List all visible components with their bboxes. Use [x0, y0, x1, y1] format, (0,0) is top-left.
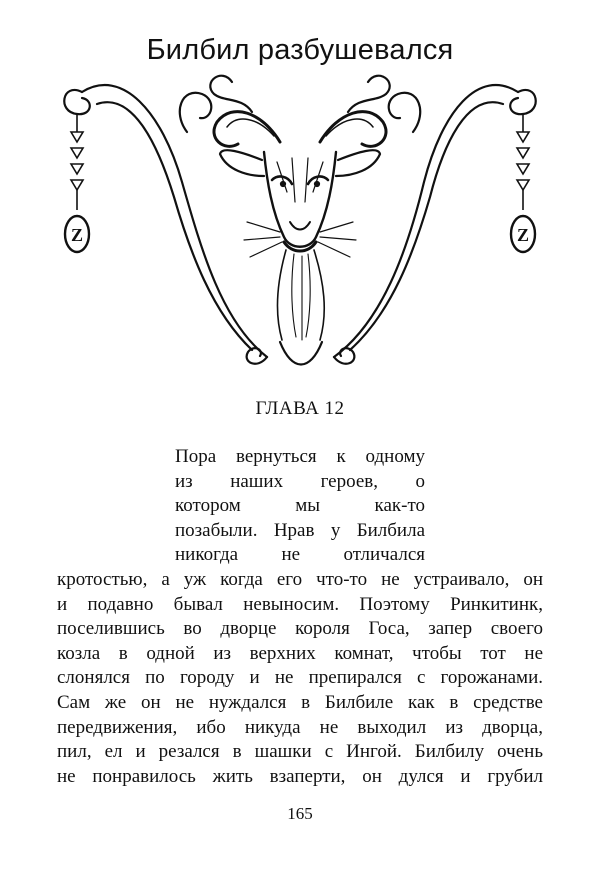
- bottom-middle-curl: [280, 342, 322, 365]
- right-medallion-letter: Z: [516, 225, 530, 245]
- goat-head: [214, 112, 386, 340]
- goat-head-letter-w-ornament-icon: [52, 72, 548, 372]
- left-arm-outer: [82, 85, 267, 357]
- center-top-right-loop: [348, 76, 390, 112]
- text-line: передвижения, ибо никуда не выходил из дворца,: [57, 716, 543, 738]
- text-line: котором мы как-то: [175, 495, 425, 517]
- left-arm-inner: [97, 102, 252, 350]
- text-line: поселившись во дворце короля Госа, запер своего: [57, 618, 543, 640]
- center-top-left-loop: [210, 76, 252, 112]
- text-line: из наших героев, о: [175, 470, 425, 492]
- text-line: и подавно бывал невыносим. Поэтому Ринкитинк,: [57, 593, 543, 615]
- text-line: слонялся по городу и не препирался с горожанами.: [57, 667, 543, 689]
- text-line: не понравилось жить взаперти, он дулся и грубил: [57, 765, 543, 787]
- text-line: позабыли. Нрав у Билбила: [175, 519, 425, 541]
- page-number: 165: [287, 804, 313, 823]
- page-title: Билбил разбушевался: [146, 34, 454, 66]
- right-scroll-outer: [510, 90, 536, 114]
- right-inner-loop: [389, 93, 421, 132]
- chapter-heading: ГЛАВА 12: [255, 398, 345, 419]
- text-line: Пора вернуться к одному: [175, 446, 425, 467]
- right-arm-outer: [334, 85, 518, 357]
- left-inner-loop: [180, 93, 212, 132]
- left-scroll-outer: [64, 90, 90, 114]
- text-line: Сам же он не нуждался в Билбиле как в средстве: [57, 691, 543, 713]
- left-medallion-letter: Z: [70, 225, 84, 245]
- text-line: никогда не отличался: [175, 544, 425, 566]
- text-line: козла в одной из верхних комнат, чтобы тот не: [57, 642, 543, 664]
- body-text-wide: [57, 568, 543, 789]
- text-line: кротостью, а уж когда его что-то не устраивало, он: [57, 569, 543, 590]
- text-line: пил, ел и резался в шашки с Ингой. Билбилу очень: [57, 741, 543, 763]
- body-text-narrow: [175, 445, 425, 568]
